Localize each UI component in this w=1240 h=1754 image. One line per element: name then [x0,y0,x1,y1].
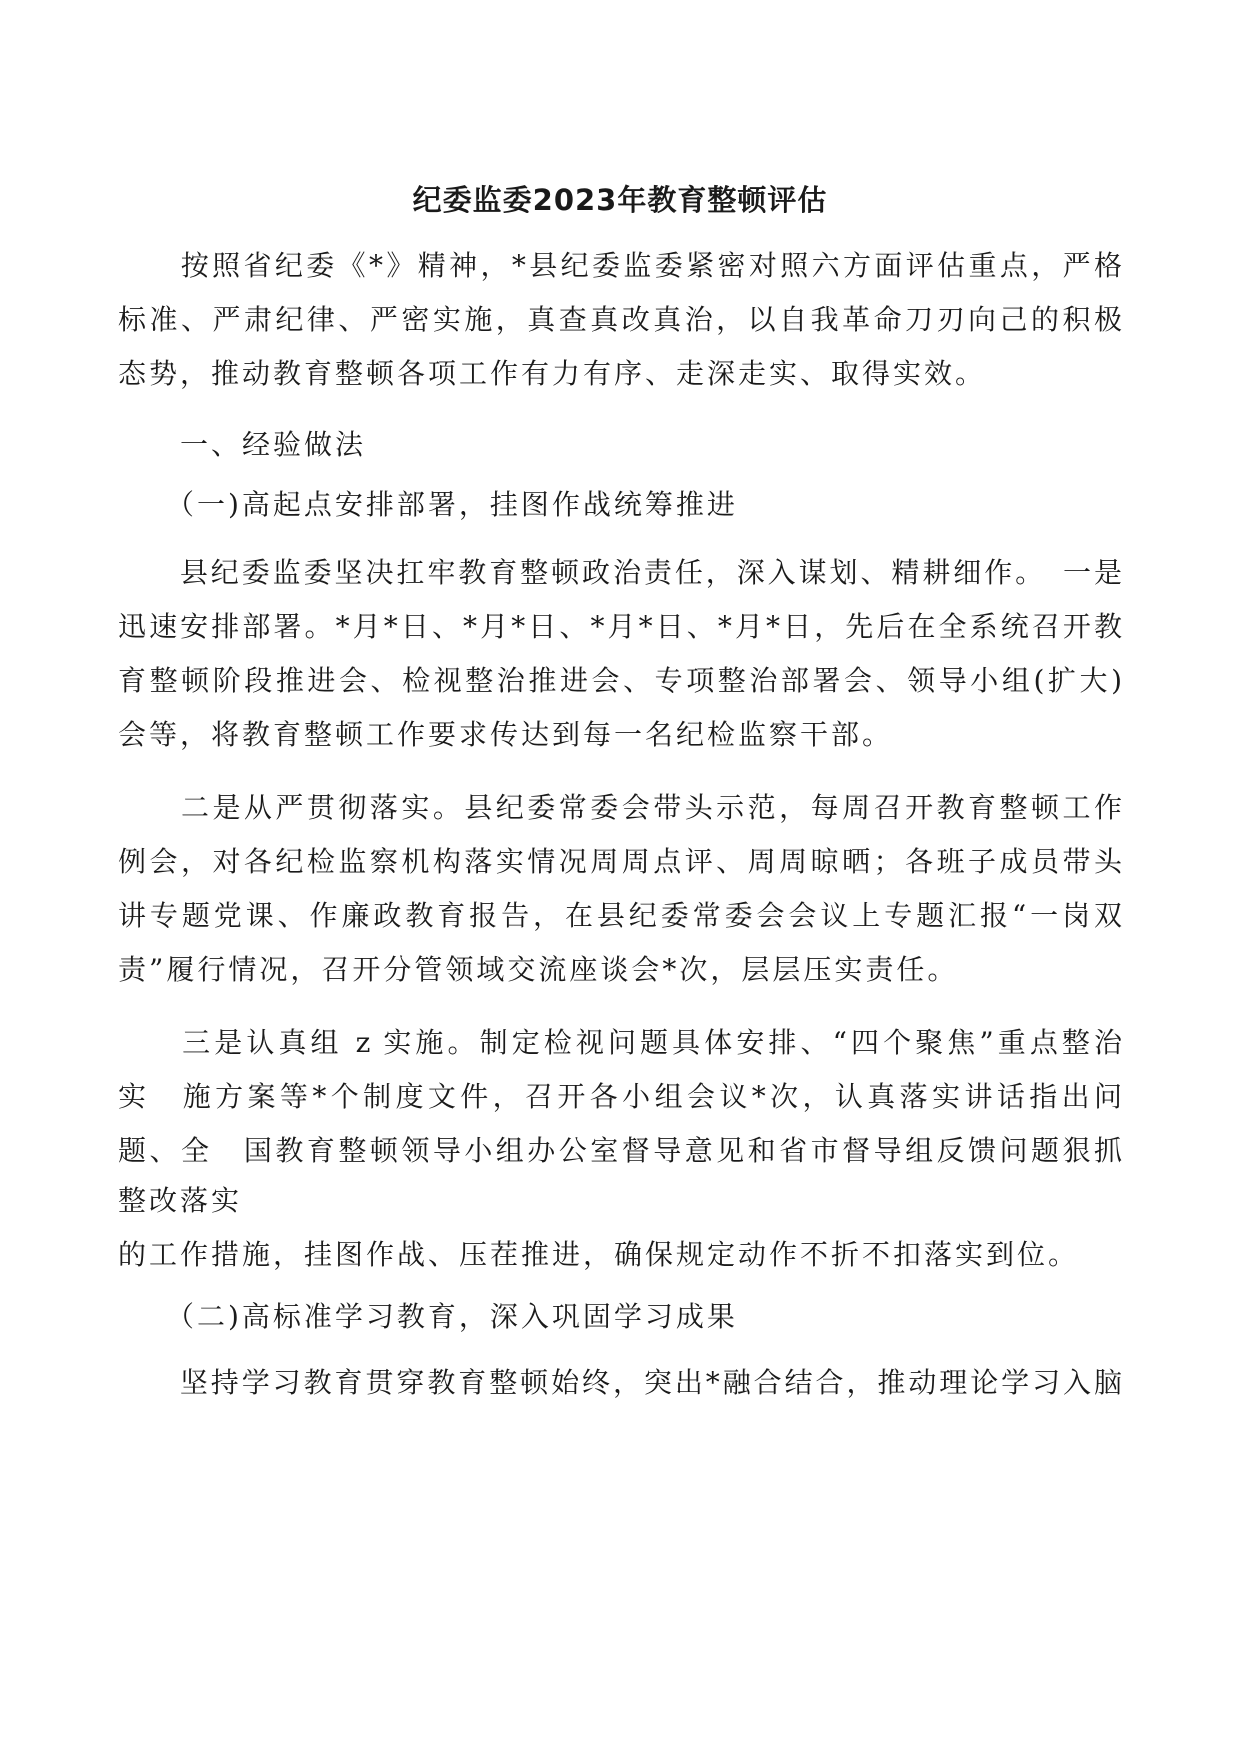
paragraph-line: 三是认真组 z 实施。制定检视问题具体安排、“四个聚焦”重点整治 [118,1026,1122,1059]
paragraph-line: 讲专题党课、作廉政教育报告，在县纪委常委会会议上专题汇报“一岗双 [118,899,1122,932]
document-title: 纪委监委2023年教育整顿评估 [412,183,828,217]
paragraph-line: 整改落实 [118,1184,243,1217]
paragraph-line: 坚持学习教育贯穿教育整顿始终，突出*融合结合，推动理论学习入脑 [118,1366,1122,1399]
paragraph-line: 二是从严贯彻落实。县纪委常委会带头示范，每周召开教育整顿工作 [118,791,1122,824]
paragraph-line: 会等，将教育整顿工作要求传达到每一名纪检监察干部。 [118,718,894,751]
paragraph-line: 按照省纪委《*》精神，*县纪委监委紧密对照六方面评估重点，严格 [118,249,1122,282]
paragraph-line: 责”履行情况，召开分管领域交流座谈会*次，层层压实责任。 [118,953,959,986]
paragraph-line: 迅速安排部署。*月*日、*月*日、*月*日、*月*日，先后在全系统召开教 [118,610,1122,643]
paragraph-line: 的工作措施，挂图作战、压茬推进，确保规定动作不折不扣落实到位。 [118,1238,1080,1271]
paragraph-line: 例会，对各纪检监察机构落实情况周周点评、周周晾晒；各班子成员带头 [118,845,1122,878]
paragraph-line: 题、全 国教育整顿领导小组办公室督导意见和省市督导组反馈问题狠抓 [118,1134,1122,1167]
subsection-heading: （二)高标准学习教育，深入巩固学习成果 [118,1300,738,1333]
paragraph-line: 实 施方案等*个制度文件，召开各小组会议*次，认真落实讲话指出问 [118,1080,1122,1113]
subsection-heading: （一)高起点安排部署，挂图作战统筹推进 [118,488,738,521]
paragraph-line: 标准、严肃纪律、严密实施，真查真改真治，以自我革命刀刃向己的积极 [118,303,1122,336]
paragraph-line: 县纪委监委坚决扛牢教育整顿政治责任，深入谋划、精耕细作。 一是 [118,556,1122,589]
paragraph-line: 态势，推动教育整顿各项工作有力有序、走深走实、取得实效。 [118,357,987,390]
paragraph-line: 育整顿阶段推进会、检视整治推进会、专项整治部署会、领导小组(扩大) [118,664,1122,697]
section-heading: 一、经验做法 [118,428,367,461]
